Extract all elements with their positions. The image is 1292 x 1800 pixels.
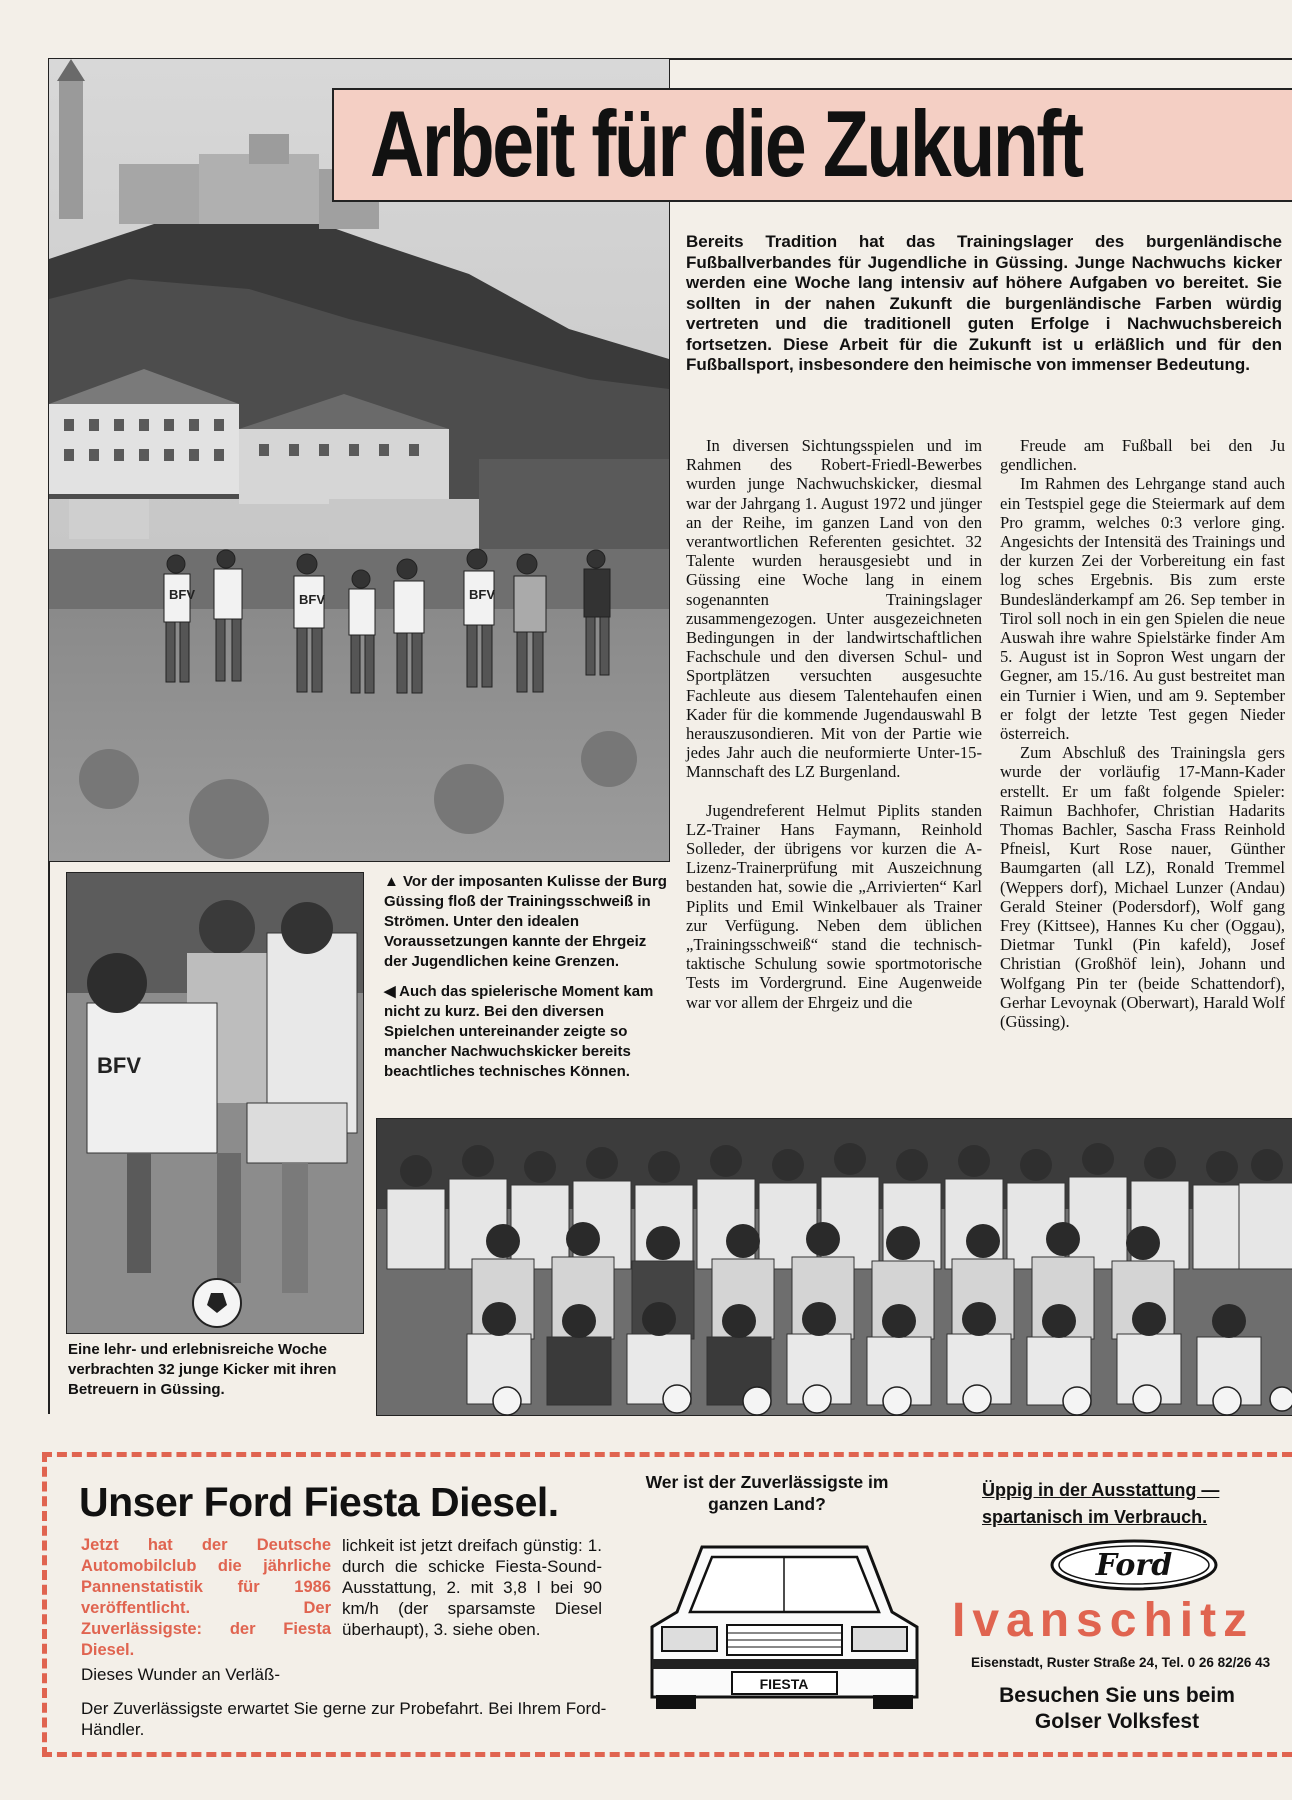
ad-middle-text: lichkeit ist jetzt dreifach günstig: 1. durch die schicke Fiesta-Sound-Ausstattung, 2. mit 3,8 l bei 90 km/h (der sparsamste Diesel überhaupt), 3. siehe oben. [342,1536,602,1639]
ad-left-text: Dieses Wunder an Verläß- [81,1665,281,1684]
shirt-text: BFV [97,1053,141,1078]
ad-red-text: Jetzt hat der Deutsche Automobilclub die jährliche Pannenstatistik für 1986 veröffentlicht. Der Zuverlässigste: der Fiesta Diesel. [81,1536,331,1659]
svg-text:BFV: BFV [469,587,495,602]
fiesta-car-icon [642,1527,927,1712]
ad-visit-text: Besuchen Sie uns beim Golser Volksfest [999,1684,1235,1733]
svg-text:BFV: BFV [299,592,325,607]
ball-play-photo [66,872,364,1334]
ad-slogan-line-1: Üppig in der Ausstattung — [982,1480,1220,1500]
lead-paragraph: Bereits Tradition hat das Trainingslager des burgenländische Fußballverbandes für Jugendliche in Güssing. Junge Nachwuchs kicker werden eine Woche lang intensiv auf höhere Aufgaben vo bereitet. Sie sollten in der nahen Zukunft die burgenländische Farben würdig vertreten und die traditionell guten Erfolge i Nachwuchsbereich fortsetzen. Diese Arbeit für die Zukunft ist u erläßlich und für den Fußballsport, insbesondere den heimische von immenser Bedeutung. [686,232,1282,374]
caption-ball-play: ◀ Auch das spielerische Moment kam nicht zu kurz. Bei den diversen Spielchen untereinander zeigte so mancher Nachwuchskicker bereits beachtliches technisches Können. [384,983,654,1080]
column-1-paragraph-1: In diversen Sichtungsspielen und im Rahmen des Robert-Friedl-Bewerbes wurden junge Nachwuchskicker, diesmal war der Jahrgang 1. August 1972 und jünger an der Reihe, im ganzen Land von den verantwortlichen Referenten gesichtet. 32 Talente wurden herausgesiebt und in Güssing eine Woche lang in einem sogenannten Trainingslager zusammengezogen. Unter ausgezeichneten Bedingungen in der landwirtschaftlichen Fachschule und den diversen Schul- und Sportplätzen versuchten ausgesuchte Fachleute aus diesem Talentehaufen einen Kader für die kommende Jugendauswahl B herauszusondieren. Mit von der Partie wie jedes Jahr auch die neuformierte Unter-15-Mannschaft des LZ Burgenland. [686,436,982,782]
svg-text:BFV: BFV [169,587,195,602]
dealer-name: Ivanschitz [952,1594,1255,1647]
ford-advertisement [42,1452,1292,1757]
dealer-address: Eisenstadt, Ruster Straße 24, Tel. 0 26 82/26 43 [971,1655,1271,1670]
team-photo-caption: Eine lehr- und erlebnisreiche Woche verbrachten 32 junge Kicker mit ihren Betreuern in Güssing. [68,1341,337,1398]
ad-question: Wer ist der Zuverlässigste im ganzen Land? [645,1472,889,1514]
column-1-paragraph-2: Jugendreferent Helmut Piplits standen LZ-Trainer Hans Faymann, Reinhold Solleder, der übrigens vor kurzen die A-Lizenz-Trainerprüfung mit Auszeichnung bestanden hat, sowie die „Arrivierten“ Karl Piplits und Emil Winkelbauer als Trainer zur Verfügung. Neben dem üblichen „Trainingsschweiß“ stand die technisch-taktische Schulung sowie sportmotorische Tests im Vordergrund. Eine Augenweide war vor allem der Ehrgeiz und die [686,800,982,1012]
article-column-1 [686,436,982,1012]
team-photo [376,1118,1292,1416]
ad-bottom-text: Der Zuverlässigste erwartet Sie gerne zur Probefahrt. Bei Ihrem Ford-Händler. [81,1699,607,1739]
ad-title: Unser Ford Fiesta Diesel. [79,1479,559,1525]
ford-logo-icon [1049,1539,1219,1591]
ford-logo-text: Ford [1095,1548,1173,1583]
caption-runners: ▲ Vor der imposanten Kulisse der Burg Güssing floß der Trainingsschweiß in Strömen. Unter den idealen Voraussetzungen kannte der Ehrgeiz der Jugendlichen keine Grenzen. [384,873,667,970]
ad-slogan [982,1477,1282,1531]
column-2-paragraph-1: Freude am Fußball bei den Ju gendlichen. [1000,436,1285,475]
license-plate: FIESTA [759,1676,809,1692]
headline: Arbeit für die Zukunft [370,91,1082,196]
headline-box [332,88,1292,202]
article-column-2 [1000,436,1285,1031]
column-2-paragraph-2: Im Rahmen des Lehrgange stand auch ein Testspiel gege die Steiermark auf dem Pro gramm, welches 0:3 verlore ging. Angesichts der Intensitä des Trainings und der kurzen Zei der Vorbereitung ein fast log sches Ergebnis. Bis zum erste Bundesländerkampf am 26. Sep tember in Tirol soll noch in ein gen Spielen die neue Auswah ihre wahre Spielstärke finder Am 5. August ist in Sopron West ungarn der Gegner, am 15./16. Au gust bestreitet man ein Turnier i Wien, und am 9. September er folgt der letzte Test gegen Nieder österreich. [1000,474,1285,744]
ad-slogan-line-2: spartanisch im Verbrauch. [982,1507,1208,1527]
photo-captions [384,872,668,1092]
column-2-paragraph-3: Zum Abschluß des Trainingsla gers wurde der vorläufig 17-Mann-Kader erstellt. Er um faßt folgende Spieler: Raimun Bachhofer, Christian Hadarits Thomas Bachler, Sascha Frass Reinhold Pfneisl, Kurt Rose nauer, Günther Baumgarten (all LZ), Ronald Tremmel (Weppers dorf), Michael Lunzer (Andau) Gerald Steiner (Podersdorf), Wolf gang Frey (Kittsee), Hannes Ku cher (Oggau), Dietmar Tunkl (Pin kafeld), Josef Christian (Großhöf lein), Johann und Wolfgang Pin ter (beide Schattendorf), Gerhar Levoynak (Oberwart), Harald Wolf (Güssing). [1000,743,1285,1032]
